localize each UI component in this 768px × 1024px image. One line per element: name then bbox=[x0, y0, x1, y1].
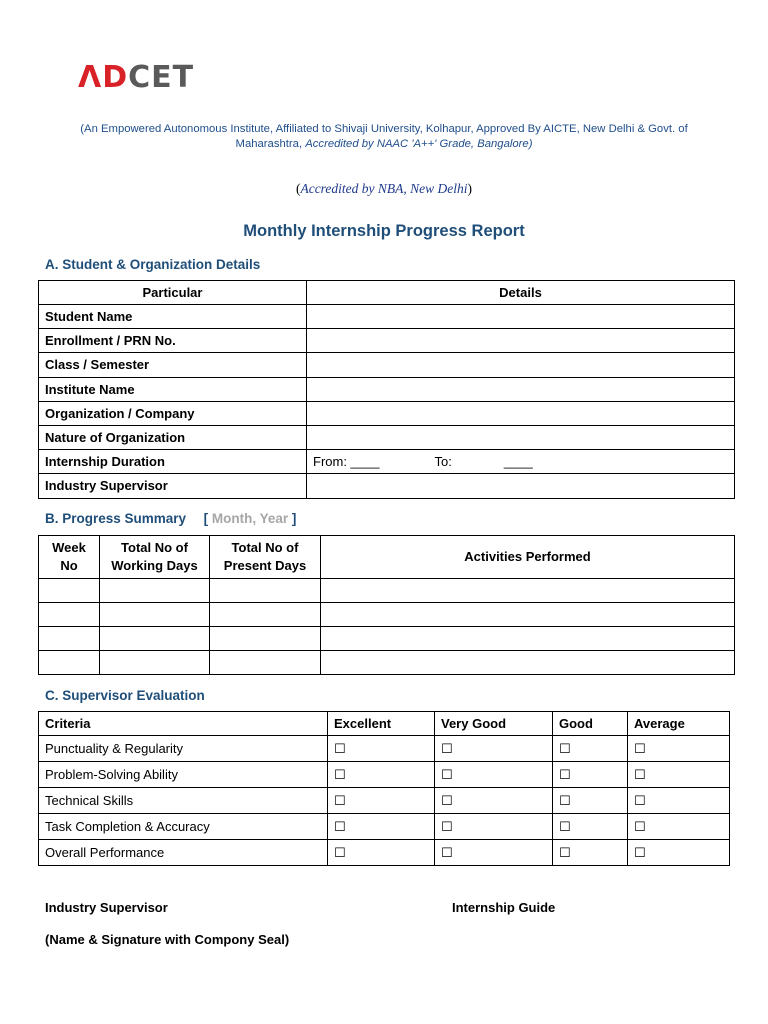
col-activities: Activities Performed bbox=[321, 536, 735, 579]
row-label: Organization / Company bbox=[39, 401, 307, 425]
industry-supervisor-label: Industry Supervisor bbox=[45, 900, 168, 915]
working-cell[interactable] bbox=[100, 651, 210, 675]
section-a-heading: A. Student & Organization Details bbox=[45, 257, 261, 272]
details-cell[interactable] bbox=[307, 329, 735, 353]
nba-text: Accredited by NBA, New Delhi bbox=[300, 181, 468, 196]
checkbox-excellent[interactable]: ☐ bbox=[328, 762, 435, 788]
checkbox-excellent[interactable]: ☐ bbox=[328, 736, 435, 762]
checkbox-good[interactable]: ☐ bbox=[553, 736, 628, 762]
section-b-heading bbox=[45, 511, 296, 526]
checkbox-very-good[interactable]: ☐ bbox=[435, 840, 553, 866]
logo-text-red: ΛD bbox=[78, 60, 129, 95]
nba-accreditation bbox=[0, 181, 768, 197]
criteria-label: Problem-Solving Ability bbox=[39, 762, 328, 788]
duration-to-blank: ____ bbox=[503, 454, 533, 470]
col-excellent: Excellent bbox=[328, 712, 435, 736]
present-cell[interactable] bbox=[210, 603, 321, 627]
supervisor-evaluation-table bbox=[38, 711, 730, 866]
criteria-label: Technical Skills bbox=[39, 788, 328, 814]
table-row bbox=[39, 736, 730, 762]
row-label: Industry Supervisor bbox=[39, 474, 307, 498]
nba-close-paren: ) bbox=[467, 181, 473, 196]
col-criteria: Criteria bbox=[39, 712, 328, 736]
working-cell[interactable] bbox=[100, 603, 210, 627]
col-week-no: Week No bbox=[39, 536, 100, 579]
row-label: Nature of Organization bbox=[39, 425, 307, 449]
checkbox-very-good[interactable]: ☐ bbox=[435, 736, 553, 762]
checkbox-excellent[interactable]: ☐ bbox=[328, 788, 435, 814]
col-working-days: Total No of Working Days bbox=[100, 536, 210, 579]
affiliation-line2-plain: Maharashtra, bbox=[235, 138, 306, 150]
checkbox-average[interactable]: ☐ bbox=[628, 762, 730, 788]
checkbox-very-good[interactable]: ☐ bbox=[435, 814, 553, 840]
row-label: Class / Semester bbox=[39, 353, 307, 377]
table-header-row bbox=[39, 281, 735, 305]
student-details-table bbox=[38, 280, 735, 499]
activities-cell[interactable] bbox=[321, 627, 735, 651]
table-row bbox=[39, 579, 735, 603]
activities-cell[interactable] bbox=[321, 579, 735, 603]
present-cell[interactable] bbox=[210, 651, 321, 675]
present-cell[interactable] bbox=[210, 579, 321, 603]
affiliation-line2 bbox=[60, 137, 708, 152]
row-label: Enrollment / PRN No. bbox=[39, 329, 307, 353]
logo-text-gray: CET bbox=[128, 60, 195, 95]
table-row bbox=[39, 814, 730, 840]
col-present-days: Total No of Present Days bbox=[210, 536, 321, 579]
section-c-heading: C. Supervisor Evaluation bbox=[45, 688, 205, 703]
table-row bbox=[39, 840, 730, 866]
details-cell[interactable] bbox=[307, 401, 735, 425]
week-cell[interactable] bbox=[39, 651, 100, 675]
details-cell[interactable] bbox=[307, 305, 735, 329]
checkbox-very-good[interactable]: ☐ bbox=[435, 762, 553, 788]
week-cell[interactable] bbox=[39, 627, 100, 651]
internship-guide-label: Internship Guide bbox=[452, 900, 556, 915]
affiliation-line1: (An Empowered Autonomous Institute, Affiliated to Shivaji University, Kolhapur, Approved By AICTE, New Delhi & Govt. of bbox=[80, 123, 688, 135]
details-cell[interactable] bbox=[307, 474, 735, 498]
col-very-good: Very Good bbox=[435, 712, 553, 736]
progress-summary-table bbox=[38, 535, 735, 675]
table-row bbox=[39, 788, 730, 814]
week-cell[interactable] bbox=[39, 579, 100, 603]
col-good: Good bbox=[553, 712, 628, 736]
page-title: Monthly Internship Progress Report bbox=[243, 222, 525, 240]
row-label: Internship Duration bbox=[39, 450, 307, 474]
week-cell[interactable] bbox=[39, 603, 100, 627]
affiliation-text bbox=[60, 122, 708, 152]
row-label: Institute Name bbox=[39, 377, 307, 401]
table-header-row bbox=[39, 712, 730, 736]
checkbox-average[interactable]: ☐ bbox=[628, 788, 730, 814]
activities-cell[interactable] bbox=[321, 603, 735, 627]
bracket-open: [ bbox=[203, 511, 209, 526]
checkbox-average[interactable]: ☐ bbox=[628, 736, 730, 762]
col-average: Average bbox=[628, 712, 730, 736]
activities-cell[interactable] bbox=[321, 651, 735, 675]
table-row bbox=[39, 627, 735, 651]
duration-from: From: ____ bbox=[313, 454, 380, 470]
nba-open-paren: ( bbox=[295, 181, 301, 196]
details-cell[interactable] bbox=[307, 353, 735, 377]
table-row bbox=[39, 353, 735, 377]
table-row bbox=[39, 474, 735, 498]
affiliation-line2-italic: Accredited by NAAC 'A++' Grade, Bangalore) bbox=[305, 138, 533, 150]
checkbox-good[interactable]: ☐ bbox=[553, 788, 628, 814]
table-header-row bbox=[39, 536, 735, 579]
table-row bbox=[39, 401, 735, 425]
table-row bbox=[39, 305, 735, 329]
table-row bbox=[39, 425, 735, 449]
col-particular: Particular bbox=[39, 281, 307, 305]
criteria-label: Overall Performance bbox=[39, 840, 328, 866]
checkbox-very-good[interactable]: ☐ bbox=[435, 788, 553, 814]
table-row bbox=[39, 329, 735, 353]
criteria-label: Task Completion & Accuracy bbox=[39, 814, 328, 840]
duration-to: To: bbox=[434, 454, 452, 470]
present-cell[interactable] bbox=[210, 627, 321, 651]
row-label: Student Name bbox=[39, 305, 307, 329]
checkbox-good[interactable]: ☐ bbox=[553, 840, 628, 866]
section-b-title: B. Progress Summary bbox=[45, 511, 187, 526]
checkbox-good[interactable]: ☐ bbox=[553, 814, 628, 840]
working-cell[interactable] bbox=[100, 627, 210, 651]
checkbox-excellent[interactable]: ☐ bbox=[328, 814, 435, 840]
table-row bbox=[39, 377, 735, 401]
institute-logo bbox=[78, 60, 195, 96]
table-row bbox=[39, 651, 735, 675]
checkbox-excellent[interactable]: ☐ bbox=[328, 840, 435, 866]
table-row bbox=[39, 450, 735, 474]
checkbox-average[interactable]: ☐ bbox=[628, 840, 730, 866]
details-cell[interactable] bbox=[307, 377, 735, 401]
details-cell[interactable] bbox=[307, 425, 735, 449]
table-row bbox=[39, 762, 730, 788]
name-signature-label: (Name & Signature with Compony Seal) bbox=[45, 932, 290, 947]
duration-cell[interactable] bbox=[307, 450, 735, 474]
working-cell[interactable] bbox=[100, 579, 210, 603]
checkbox-average[interactable]: ☐ bbox=[628, 814, 730, 840]
month-year-placeholder: Month, Year bbox=[211, 511, 289, 526]
table-row bbox=[39, 603, 735, 627]
bracket-close: ] bbox=[291, 511, 297, 526]
col-details: Details bbox=[307, 281, 735, 305]
criteria-label: Punctuality & Regularity bbox=[39, 736, 328, 762]
checkbox-good[interactable]: ☐ bbox=[553, 762, 628, 788]
